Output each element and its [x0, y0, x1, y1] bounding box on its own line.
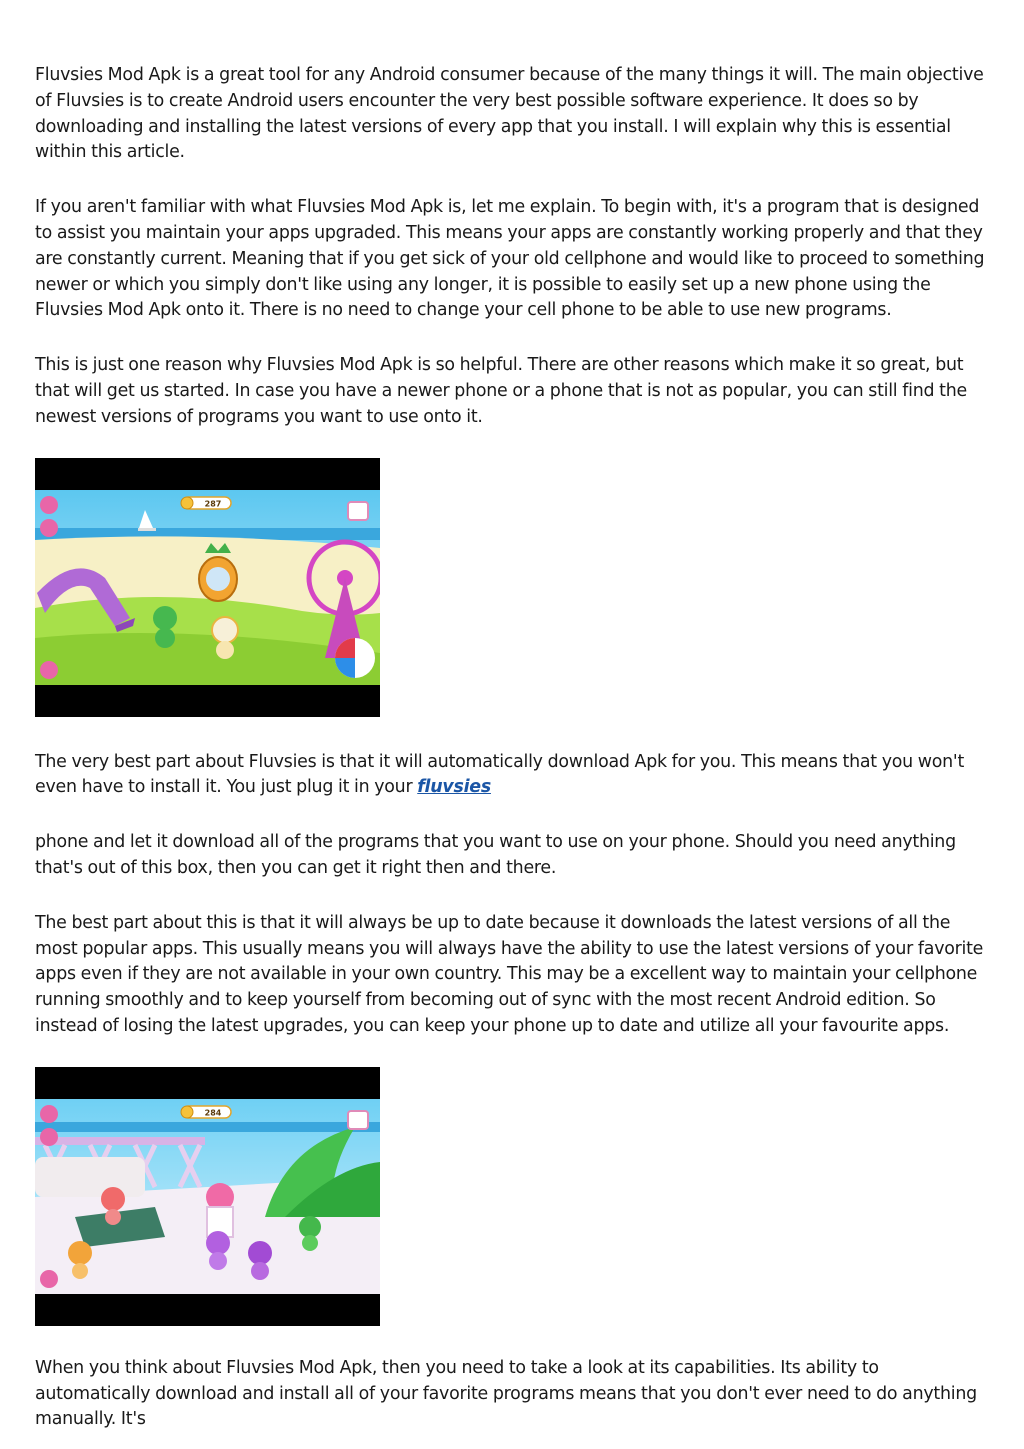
coin-counter: 287 — [204, 499, 222, 509]
beach-scene-image — [35, 458, 380, 717]
paragraph-1: Fluvsies Mod Apk is a great tool for any Android consumer because of the many things it will. The main objective of Fluvsies is to create Android users encounter the very best possible software experience. It does so by downloading and installing the latest versions of every app that you install. I will explain why this is essential within this article. — [35, 65, 984, 163]
paragraph-4: The very best part about Fluvsies is that it will automatically download Apk for you. This means that you won't even have to install it. You just plug it in your fluvsies — [35, 751, 965, 798]
paragraph-7: When you think about Fluvsies Mod Apk, then you need to take a look at its capabilities. Its ability to automatically download and install all of your favorite programs means that you don't ever need to do anything manually. It's — [35, 1357, 977, 1430]
patio-scene-image — [35, 1067, 380, 1326]
paragraph-3: This is just one reason why Fluvsies Mod Apk is so helpful. There are other reasons which make it so great, but that will get us started. In case you have a newer phone or a phone that is not as popular, you can still find the newest versions of programs you want to use onto it. — [35, 355, 967, 427]
article-body — [35, 63, 995, 1433]
game-screenshot-beach — [35, 458, 380, 717]
coin-counter: 284 — [204, 1108, 222, 1118]
game-screenshot-patio — [35, 1067, 380, 1326]
paragraph-2: If you aren't familiar with what Fluvsies Mod Apk is, let me explain. To begin with, it's a program that is designed to assist you maintain your apps upgraded. This means your apps are constantly working properly and that they are constantly current. Meaning that if you get sick of your old cellphone and would like to proceed to something newer or which you simply don't like using any longer, it is possible to easily set up a new phone using the Fluvsies Mod Apk onto it. There is no need to change your cell phone to be able to use new programs. — [35, 197, 985, 321]
paragraph-6: The best part about this is that it will always be up to date because it downloads the latest versions of all the most popular apps. This usually means you will always have the ability to use the latest versions of your favorite apps even if they are not available in your own country. This may be a excellent way to maintain your cellphone running smoothly and to keep yourself from becoming out of sync with the most recent Android edition. So instead of losing the latest upgrades, you can keep your phone up to date and utilize all your favourite apps. — [35, 912, 984, 1036]
fluvsies-link[interactable]: fluvsies — [417, 777, 491, 798]
paragraph-5: phone and let it download all of the programs that you want to use on your phone. Should you need anything that's out of this box, then you can get it right then and there. — [35, 832, 956, 878]
